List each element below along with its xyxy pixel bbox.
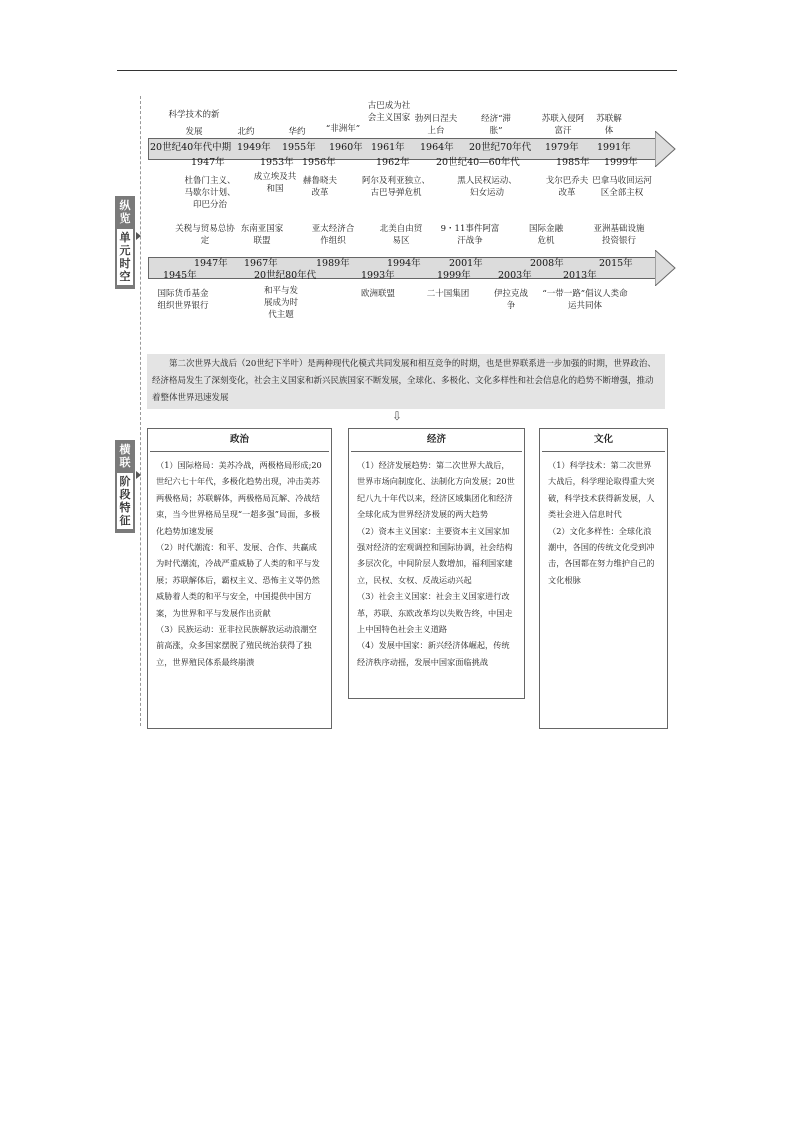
panel-body <box>540 452 667 593</box>
header-rule <box>117 70 677 71</box>
timeline2-year-0: 1947年 <box>194 258 228 269</box>
timeline2-year-9: 1993年 <box>361 270 395 281</box>
panel-item: （4）发展中国家：新兴经济体崛起，传统经济秩序动摇，发展中国家面临挑战 <box>357 640 510 667</box>
timeline1-above-5: 勃列日涅夫上台 <box>414 114 458 136</box>
timeline1-year-9: 1947年 <box>191 157 225 168</box>
timeline1-year-12: 1962年 <box>376 157 410 168</box>
vertical-guide <box>140 96 141 726</box>
timeline1-year-14: 1985年 <box>556 157 590 168</box>
panel-economy <box>348 428 525 699</box>
timeline1-year-13: 20世纪40—60年代 <box>436 157 520 168</box>
timeline1-below-2: 赫鲁晓夫改革 <box>303 176 338 198</box>
timeline2-above-3: 北美自由贸易区 <box>379 224 423 246</box>
panel-item: （3）社会主义国家：社会主义国家进行改革，苏联、东欧改革均以失败告终，中国走上中国特色社会主义道路 <box>357 591 513 635</box>
timeline1-year-6: 20世纪70年代 <box>469 142 532 153</box>
side-tag-top: 纵览 <box>119 199 131 225</box>
summary-box: 第二次世界大战后（20世纪下半叶）是两种现代化模式共同发展和相互竞争的时期，也是世界联系进一步加强的时期，世界政治、经济格局发生了深刻变化，社会主义国家和新兴民族国家不断发展，全球化、多极化、文化多样性和社会信息化的趋势不断增强，推动着整体世界迅速发展 <box>147 354 665 409</box>
timeline1-year-11: 1956年 <box>302 157 336 168</box>
timeline1-above-3: “非洲年” <box>325 124 361 134</box>
timeline1-year-4: 1961年 <box>371 142 405 153</box>
timeline1-year-7: 1979年 <box>545 142 579 153</box>
panel-title: 经济 <box>351 429 522 452</box>
timeline2-below-2: 欧洲联盟 <box>360 289 395 299</box>
timeline1-below-6: 巴拿马收回运河区全部主权 <box>592 176 652 198</box>
timeline-arrowhead-2 <box>655 250 677 286</box>
timeline1-year-15: 1999年 <box>604 157 638 168</box>
timeline2-year-8: 20世纪80年代 <box>254 270 317 281</box>
timeline1-year-1: 1949年 <box>237 142 271 153</box>
timeline1-year-0: 20世纪40年代中期 <box>150 142 232 153</box>
panel-item: （2）文化多样性：全球化浪潮中，各国的传统文化受到冲击，各国都在努力维护自己的文化根脉 <box>548 525 655 585</box>
panel-body <box>148 452 331 675</box>
panel-title: 政治 <box>150 429 329 452</box>
side-arrow-icon <box>136 232 141 240</box>
panel-item: （1）经济发展趋势：第二次世界大战后，世界市场向制度化、法制化方向发展；20世纪八九十年代以来，经济区域集团化和经济全球化成为世界经济发展的两大趋势 <box>357 460 515 520</box>
panel-item: （3）民族运动：亚非拉民族解放运动浪潮空前高涨，众多国家摆脱了殖民统治获得了独立，世界殖民体系最终崩溃 <box>156 624 317 667</box>
timeline2-above-4: 9・11事件阿富汗战争 <box>440 224 500 246</box>
down-arrow-icon: ⇩ <box>392 409 403 423</box>
panel-item: （2）资本主义国家：主要资本主义国家加强对经济的宏观调控和国际协调，社会结构多层次化，中间阶层人数增加，福利国家建立，民权、女权、反战运动兴起 <box>357 525 513 585</box>
timeline2-year-5: 2008年 <box>530 258 564 269</box>
panel-title: 文化 <box>542 429 665 452</box>
timeline2-above-0: 关税与贸易总协定 <box>175 224 235 246</box>
timeline1-below-3: 阿尔及利亚独立、古巴导弹危机 <box>362 176 431 198</box>
timeline2-below-5: “一带一路”倡议人类命运共同体 <box>542 289 628 311</box>
side-tag-bottom: 单元时空 <box>116 228 134 286</box>
timeline2-above-2: 亚太经济合作组织 <box>311 224 355 246</box>
timeline2-below-3: 二十国集团 <box>426 289 470 299</box>
timeline1-year-3: 1960年 <box>329 142 363 153</box>
timeline2-year-3: 1994年 <box>387 258 421 269</box>
timeline2-below-0: 国际货币基金组织世界银行 <box>157 289 209 311</box>
timeline2-year-2: 1989年 <box>316 258 350 269</box>
timeline1-above-1: 北约 <box>237 127 255 137</box>
timeline2-year-1: 1967年 <box>244 258 278 269</box>
timeline1-above-7: 苏联入侵阿富汗 <box>541 114 585 136</box>
timeline2-year-4: 2001年 <box>449 258 483 269</box>
timeline1-year-10: 1953年 <box>260 157 294 168</box>
panel-culture <box>539 428 668 729</box>
timeline2-above-1: 东南亚国家联盟 <box>240 224 284 246</box>
timeline1-below-4: 黑人民权运动、妇女运动 <box>457 176 517 198</box>
side-arrow-icon <box>136 471 141 479</box>
timeline1-above-0: 科学技术的新发展 <box>168 110 220 137</box>
side-tag-stage <box>115 440 135 533</box>
timeline1-year-5: 1964年 <box>420 142 454 153</box>
timeline1-below-0: 杜鲁门主义、马歇尔计划、印巴分治 <box>184 176 236 210</box>
timeline1-year-8: 1991年 <box>597 142 631 153</box>
timeline2-year-12: 2013年 <box>563 270 597 281</box>
timeline1-below-5: 戈尔巴乔夫改革 <box>545 176 589 198</box>
side-tag-top: 横联 <box>119 443 131 469</box>
timeline1-above-2: 华约 <box>288 127 306 137</box>
side-tag-bottom: 阶段特征 <box>116 472 134 530</box>
panel-item: （1）国际格局：美苏冷战，两极格局形成;20世纪六七十年代，多极化趋势出现，冲击美苏两极格局；苏联解体，两极格局瓦解、冷战结束，当今世界格局呈现“一超多强”局面，多极化趋势加速发展 <box>156 460 322 536</box>
timeline2-below-4: 伊拉克战争 <box>494 289 529 311</box>
timeline1-below-1: 成立埃及共和国 <box>253 172 297 194</box>
timeline2-year-7: 1945年 <box>163 270 197 281</box>
panel-item: （1）科学技术：第二次世界大战后，科学理论取得重大突破，科学技术获得新发展，人类社会进入信息时代 <box>548 460 655 520</box>
timeline2-above-5: 国际金融危机 <box>528 224 563 246</box>
timeline2-below-1: 和平与发展成为时代主题 <box>263 286 298 320</box>
timeline2-year-10: 1999年 <box>437 270 471 281</box>
panel-item: （2）时代潮流：和平、发展、合作、共赢成为时代潮流，冷战严重威胁了人类的和平与发展；苏联解体后，霸权主义、恐怖主义等仍然威胁着人类的和平与安全，中国提供中国方案，为世界和平与发展作出贡献 <box>156 542 320 618</box>
timeline1-above-6: 经济“滞胀” <box>481 114 511 136</box>
panel-body <box>349 452 524 675</box>
timeline-arrowhead-1 <box>655 131 677 167</box>
timeline1-above-8: 苏联解体 <box>596 114 622 136</box>
timeline1-year-2: 1955年 <box>282 142 316 153</box>
timeline2-year-6: 2015年 <box>599 258 633 269</box>
panel-politics <box>147 428 332 729</box>
timeline1-above-4: 古巴成为社会主义国家 <box>367 101 411 123</box>
side-tag-overview <box>115 196 135 289</box>
timeline2-above-6: 亚洲基础设施投资银行 <box>593 224 645 246</box>
timeline2-year-11: 2003年 <box>498 270 532 281</box>
